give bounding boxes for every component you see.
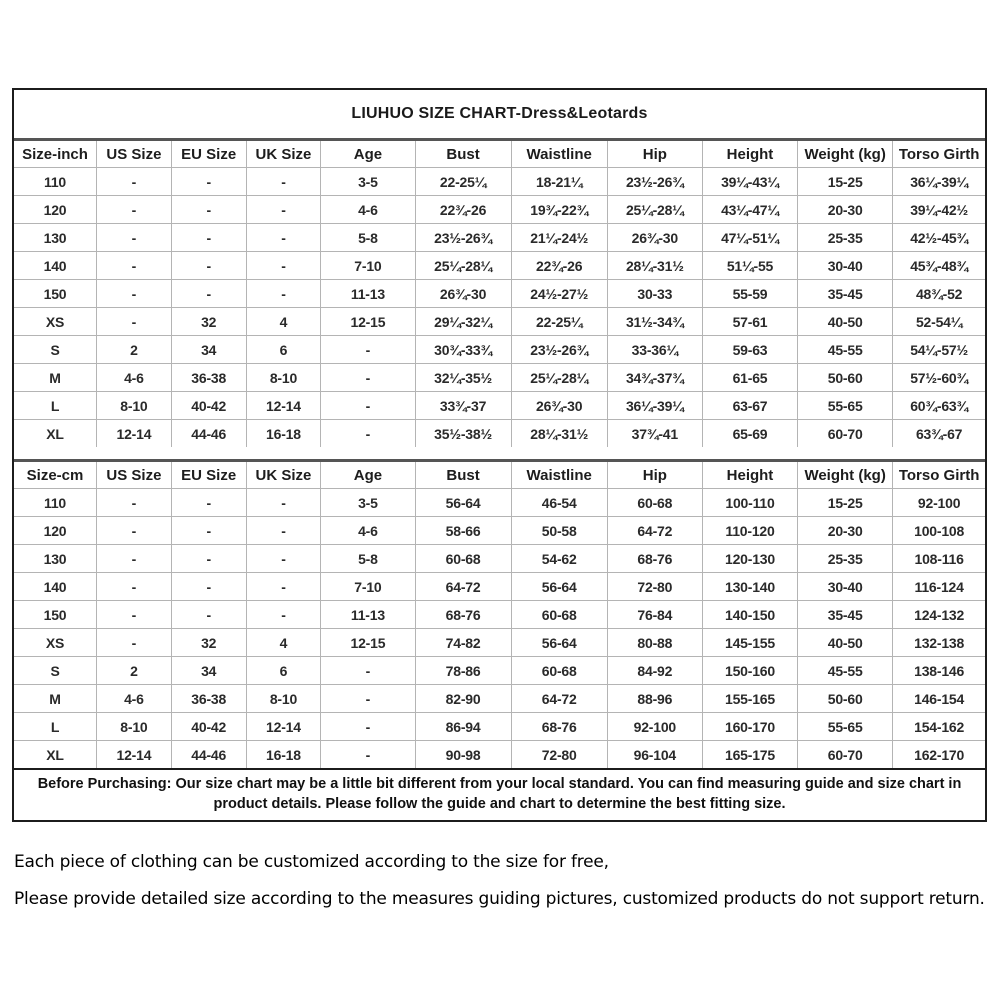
table-cell: - — [97, 280, 172, 308]
table-cell: 63¾-67 — [893, 420, 985, 448]
table-cell: L — [14, 713, 97, 741]
table-cell: XL — [14, 741, 97, 769]
table-cell: 68-76 — [607, 545, 702, 573]
table-cell: - — [246, 517, 321, 545]
table-cell: 160-170 — [702, 713, 797, 741]
table-cell: 30¾-33¾ — [415, 336, 511, 364]
table-cell: 34¾-37¾ — [607, 364, 702, 392]
table-cell: 7-10 — [321, 252, 415, 280]
table-cell: 78-86 — [415, 657, 511, 685]
table-cell: 44-46 — [171, 741, 246, 769]
table-cell: 52-54¼ — [893, 308, 985, 336]
table-row — [14, 573, 985, 601]
chart-title: LIUHUO SIZE CHART-Dress&Leotards — [351, 105, 648, 122]
table-cell: 6 — [246, 336, 321, 364]
table-cell: 46-54 — [511, 489, 607, 517]
table-cell: - — [97, 224, 172, 252]
table-cell: 64-72 — [415, 573, 511, 601]
table-cell: 150 — [14, 601, 97, 629]
table-row — [14, 280, 985, 308]
table-row — [14, 392, 985, 420]
table-cell: 116-124 — [893, 573, 985, 601]
table-cell: 76-84 — [607, 601, 702, 629]
table-cell: - — [97, 168, 172, 196]
table-cell: 50-60 — [798, 364, 893, 392]
table-cell: 36-38 — [171, 364, 246, 392]
table-cell: 5-8 — [321, 545, 415, 573]
table-cell: XS — [14, 308, 97, 336]
table-cell: 12-14 — [97, 741, 172, 769]
column-header: Bust — [415, 461, 511, 489]
table-cell: 33¾-37 — [415, 392, 511, 420]
table-cell: 108-116 — [893, 545, 985, 573]
table-cell: - — [171, 168, 246, 196]
table-cell: 58-66 — [415, 517, 511, 545]
table-row — [14, 196, 985, 224]
table-cell: 40-50 — [798, 629, 893, 657]
table-cell: 138-146 — [893, 657, 985, 685]
column-header: Hip — [607, 461, 702, 489]
table-cell: 40-42 — [171, 713, 246, 741]
table-cell: 20-30 — [798, 517, 893, 545]
table-cell: 68-76 — [511, 713, 607, 741]
table-cell: 36¼-39¼ — [893, 168, 985, 196]
table-cell: 56-64 — [415, 489, 511, 517]
table-row — [14, 657, 985, 685]
table-cell: 12-15 — [321, 629, 415, 657]
table-cell: 45¾-48¾ — [893, 252, 985, 280]
table-row — [14, 713, 985, 741]
table-cell: 68-76 — [415, 601, 511, 629]
header-row — [14, 140, 985, 168]
table-cell: 12-14 — [246, 392, 321, 420]
table-cell: 56-64 — [511, 573, 607, 601]
table-cell: 6 — [246, 657, 321, 685]
column-header: Torso Girth — [893, 461, 985, 489]
table-cell: - — [321, 685, 415, 713]
table-cell: 45-55 — [798, 336, 893, 364]
table-cell: - — [97, 252, 172, 280]
table-cell: L — [14, 392, 97, 420]
size-chart — [12, 88, 987, 822]
table-cell: 54-62 — [511, 545, 607, 573]
table-row — [14, 336, 985, 364]
table-cell: 24½-27½ — [511, 280, 607, 308]
table-cell: 32 — [171, 629, 246, 657]
table-cell: 16-18 — [246, 741, 321, 769]
table-cell: 29¼-32¼ — [415, 308, 511, 336]
table-cell: 124-132 — [893, 601, 985, 629]
column-header: Bust — [415, 140, 511, 168]
table-row — [14, 545, 985, 573]
column-header: UK Size — [246, 461, 321, 489]
table-cell: 12-15 — [321, 308, 415, 336]
table-cell: - — [246, 280, 321, 308]
table-gap — [14, 447, 985, 459]
table-cell: 72-80 — [511, 741, 607, 769]
table-cell: 84-92 — [607, 657, 702, 685]
table-cell: 130 — [14, 224, 97, 252]
table-cell: 4 — [246, 308, 321, 336]
table-cell: 60-70 — [798, 741, 893, 769]
table-cell: 50-60 — [798, 685, 893, 713]
table-cell: 30-33 — [607, 280, 702, 308]
table-cell: 65-69 — [702, 420, 797, 448]
table-cell: 51¼-55 — [702, 252, 797, 280]
table-cell: S — [14, 336, 97, 364]
table-cell: M — [14, 364, 97, 392]
footer-line-2: Please provide detailed size according to the measures guiding pictures, customized products do not support return. — [14, 889, 985, 909]
table-row — [14, 420, 985, 448]
table-cell: 34 — [171, 336, 246, 364]
table-cell: 96-104 — [607, 741, 702, 769]
column-header: Size-inch — [14, 140, 97, 168]
table-cell: 100-108 — [893, 517, 985, 545]
table-cell: 80-88 — [607, 629, 702, 657]
table-cell: - — [321, 392, 415, 420]
table-cell: 130-140 — [702, 573, 797, 601]
table-cell: 31½-34¾ — [607, 308, 702, 336]
table-cell: - — [171, 280, 246, 308]
table-cell: 2 — [97, 657, 172, 685]
table-cell: 35½-38½ — [415, 420, 511, 448]
table-cell: 63-67 — [702, 392, 797, 420]
table-cell: 4-6 — [97, 685, 172, 713]
footer-notes — [14, 852, 989, 926]
table-cell: 140-150 — [702, 601, 797, 629]
column-header: UK Size — [246, 140, 321, 168]
table-row — [14, 685, 985, 713]
table-cell: 15-25 — [798, 168, 893, 196]
table-cell: 40-42 — [171, 392, 246, 420]
table-cell: 30-40 — [798, 252, 893, 280]
table-row — [14, 168, 985, 196]
table-cell: - — [246, 196, 321, 224]
table-cell: - — [246, 545, 321, 573]
column-header: Weight (kg) — [798, 461, 893, 489]
table-row — [14, 629, 985, 657]
table-cell: - — [321, 336, 415, 364]
table-cell: 55-65 — [798, 713, 893, 741]
table-cell: - — [171, 545, 246, 573]
column-header: Height — [702, 140, 797, 168]
table-cell: 32¼-35½ — [415, 364, 511, 392]
column-header: US Size — [97, 140, 172, 168]
table-cell: 8-10 — [97, 392, 172, 420]
table-cell: 22¾-26 — [511, 252, 607, 280]
column-header: US Size — [97, 461, 172, 489]
table-cell: 59-63 — [702, 336, 797, 364]
table-cell: 22-25¼ — [415, 168, 511, 196]
table-cell: 120-130 — [702, 545, 797, 573]
table-row — [14, 308, 985, 336]
table-cell: 28¼-31½ — [607, 252, 702, 280]
table-cell: 90-98 — [415, 741, 511, 769]
table-cell: 146-154 — [893, 685, 985, 713]
table-cell: 56-64 — [511, 629, 607, 657]
table-cell: 36¼-39¼ — [607, 392, 702, 420]
table-cell: - — [97, 573, 172, 601]
table-cell: 57-61 — [702, 308, 797, 336]
table-cell: - — [97, 196, 172, 224]
table-cell: 28¼-31½ — [511, 420, 607, 448]
table-cell: 22-25¼ — [511, 308, 607, 336]
table-cell: 48¾-52 — [893, 280, 985, 308]
table-cell: S — [14, 657, 97, 685]
column-header: Weight (kg) — [798, 140, 893, 168]
table-cell: - — [246, 252, 321, 280]
table-cell: 42½-45¾ — [893, 224, 985, 252]
table-cell: - — [246, 224, 321, 252]
column-header: Size-cm — [14, 461, 97, 489]
table-cell: 18-21¼ — [511, 168, 607, 196]
table-cell: 57½-60¾ — [893, 364, 985, 392]
table-cell: - — [97, 629, 172, 657]
table-cell: 45-55 — [798, 657, 893, 685]
column-header: Age — [321, 140, 415, 168]
table-cell: 39¼-42½ — [893, 196, 985, 224]
table-cell: 60¾-63¾ — [893, 392, 985, 420]
table-cell: 4 — [246, 629, 321, 657]
table-cell: 88-96 — [607, 685, 702, 713]
table-cell: 72-80 — [607, 573, 702, 601]
table-cell: 19¾-22¾ — [511, 196, 607, 224]
table-cell: 37¾-41 — [607, 420, 702, 448]
table-cell: 47¼-51¼ — [702, 224, 797, 252]
column-header: Waistline — [511, 140, 607, 168]
table-cell: 162-170 — [893, 741, 985, 769]
table-cell: 60-70 — [798, 420, 893, 448]
table-cell: 35-45 — [798, 601, 893, 629]
table-cell: - — [321, 420, 415, 448]
table-cell: 4-6 — [97, 364, 172, 392]
table-cell: 74-82 — [415, 629, 511, 657]
table-cell: 120 — [14, 196, 97, 224]
table-cell: 25-35 — [798, 224, 893, 252]
table-cell: 26¾-30 — [415, 280, 511, 308]
table-cell: 3-5 — [321, 489, 415, 517]
table-cell: 34 — [171, 657, 246, 685]
table-cell: XS — [14, 629, 97, 657]
table-cell: 60-68 — [511, 601, 607, 629]
table-cell: 140 — [14, 573, 97, 601]
table-cell: - — [97, 601, 172, 629]
table-cell: 40-50 — [798, 308, 893, 336]
column-header: Waistline — [511, 461, 607, 489]
table-row — [14, 224, 985, 252]
table-cell: 43¼-47¼ — [702, 196, 797, 224]
table-cell: 155-165 — [702, 685, 797, 713]
table-cell: 26¾-30 — [607, 224, 702, 252]
table-cell: 23½-26¾ — [607, 168, 702, 196]
table-cell: 64-72 — [607, 517, 702, 545]
table-cell: - — [97, 545, 172, 573]
table-cell: - — [171, 573, 246, 601]
column-header: EU Size — [171, 140, 246, 168]
table-cell: - — [97, 308, 172, 336]
column-header: Age — [321, 461, 415, 489]
table-cell: 61-65 — [702, 364, 797, 392]
table-cell: 100-110 — [702, 489, 797, 517]
table-cell: 60-68 — [511, 657, 607, 685]
table-cell: 8-10 — [246, 685, 321, 713]
table-cell: 12-14 — [97, 420, 172, 448]
table-cell: 110 — [14, 168, 97, 196]
table-cell: - — [246, 573, 321, 601]
table-cell: 92-100 — [893, 489, 985, 517]
table-row — [14, 252, 985, 280]
table-cell: XL — [14, 420, 97, 448]
column-header: EU Size — [171, 461, 246, 489]
header-row — [14, 461, 985, 489]
table-cell: 5-8 — [321, 224, 415, 252]
table-cell: - — [171, 196, 246, 224]
table-cell: 55-59 — [702, 280, 797, 308]
table-cell: 30-40 — [798, 573, 893, 601]
table-cell: 60-68 — [415, 545, 511, 573]
table-cell: 39¼-43¼ — [702, 168, 797, 196]
table-cell: 25¼-28¼ — [607, 196, 702, 224]
column-header: Height — [702, 461, 797, 489]
table-cell: 20-30 — [798, 196, 893, 224]
table-cell: 4-6 — [321, 517, 415, 545]
table-row — [14, 489, 985, 517]
table-cell: 8-10 — [246, 364, 321, 392]
table-cell: - — [321, 741, 415, 769]
size-table-inch — [14, 138, 985, 447]
table-cell: - — [246, 168, 321, 196]
table-cell: 16-18 — [246, 420, 321, 448]
table-cell: 11-13 — [321, 280, 415, 308]
table-cell: - — [171, 489, 246, 517]
table-cell: 140 — [14, 252, 97, 280]
table-cell: 25-35 — [798, 545, 893, 573]
table-cell: 36-38 — [171, 685, 246, 713]
table-cell: - — [246, 489, 321, 517]
table-cell: 130 — [14, 545, 97, 573]
table-cell: 23½-26¾ — [415, 224, 511, 252]
table-cell: 2 — [97, 336, 172, 364]
table-cell: 8-10 — [97, 713, 172, 741]
table-cell: 110-120 — [702, 517, 797, 545]
table-cell: 145-155 — [702, 629, 797, 657]
table-cell: 150-160 — [702, 657, 797, 685]
table-cell: 92-100 — [607, 713, 702, 741]
table-cell: 11-13 — [321, 601, 415, 629]
table-row — [14, 364, 985, 392]
table-cell: 35-45 — [798, 280, 893, 308]
table-cell: 4-6 — [321, 196, 415, 224]
table-cell: 21¼-24½ — [511, 224, 607, 252]
table-cell: 44-46 — [171, 420, 246, 448]
table-cell: - — [171, 224, 246, 252]
table-row — [14, 741, 985, 769]
table-cell: 12-14 — [246, 713, 321, 741]
size-table-cm — [14, 459, 985, 768]
table-cell: 15-25 — [798, 489, 893, 517]
table-cell: 3-5 — [321, 168, 415, 196]
column-header: Hip — [607, 140, 702, 168]
column-header: Torso Girth — [893, 140, 985, 168]
table-cell: - — [97, 517, 172, 545]
table-row — [14, 517, 985, 545]
table-row — [14, 601, 985, 629]
table-cell: 50-58 — [511, 517, 607, 545]
table-cell: 7-10 — [321, 573, 415, 601]
table-cell: - — [321, 657, 415, 685]
table-cell: 60-68 — [607, 489, 702, 517]
table-cell: 23½-26¾ — [511, 336, 607, 364]
table-cell: - — [321, 364, 415, 392]
table-cell: 82-90 — [415, 685, 511, 713]
table-cell: 150 — [14, 280, 97, 308]
table-cell: 22¾-26 — [415, 196, 511, 224]
table-cell: - — [171, 517, 246, 545]
table-cell: 110 — [14, 489, 97, 517]
table-cell: 32 — [171, 308, 246, 336]
table-cell: 86-94 — [415, 713, 511, 741]
table-cell: 132-138 — [893, 629, 985, 657]
table-cell: 33-36¼ — [607, 336, 702, 364]
table-cell: 154-162 — [893, 713, 985, 741]
table-cell: - — [321, 713, 415, 741]
table-cell: - — [171, 601, 246, 629]
table-cell: - — [171, 252, 246, 280]
table-cell: 64-72 — [511, 685, 607, 713]
table-cell: 26¾-30 — [511, 392, 607, 420]
table-cell: - — [97, 489, 172, 517]
purchase-note: Before Purchasing: Our size chart may be a little bit different from your local standard. You can find measuring guide and size chart in product details. Please follow the guide and chart to determine the best fitting size. — [14, 768, 985, 820]
table-cell: 120 — [14, 517, 97, 545]
table-cell: 55-65 — [798, 392, 893, 420]
table-cell: 25¼-28¼ — [511, 364, 607, 392]
table-cell: - — [246, 601, 321, 629]
table-cell: 25¼-28¼ — [415, 252, 511, 280]
table-cell: 165-175 — [702, 741, 797, 769]
table-cell: M — [14, 685, 97, 713]
table-cell: 54¼-57½ — [893, 336, 985, 364]
footer-line-1: Each piece of clothing can be customized according to the size for free, — [14, 852, 609, 872]
